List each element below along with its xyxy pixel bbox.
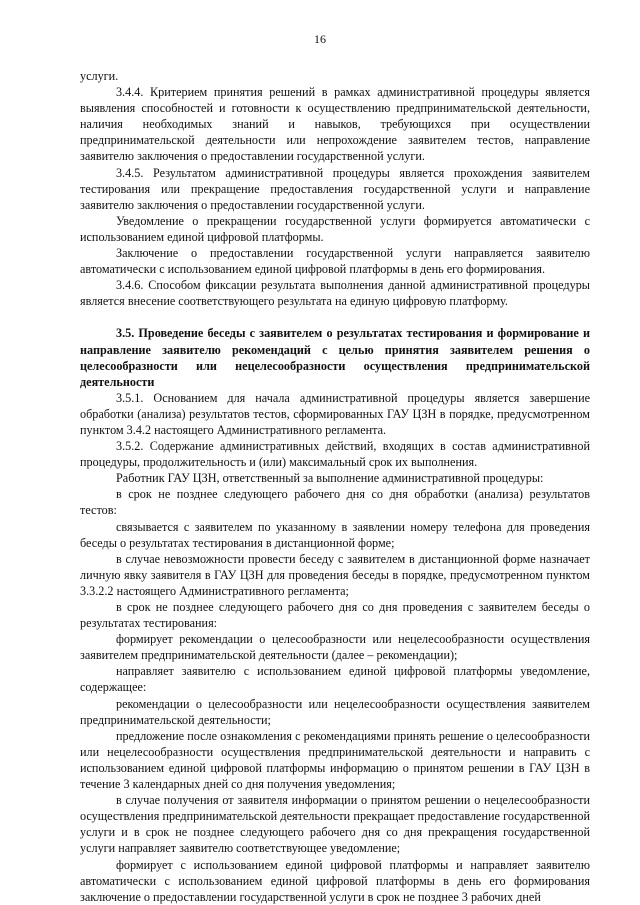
paragraph: предложение после ознакомления с рекомендациями принять решение о целесообразности или нецелесообразности осуществления предпринимательской деятельности и направить с использованием единой цифровой платформы информацию о принятом решении в ГАУ ЦЗН в течение 3 календарных дней со дня получения уведомления; xyxy=(80,728,590,792)
paragraph: 3.5.1. Основанием для начала административной процедуры является завершение обработки (анализа) результатов тестов, сформированных ГАУ ЦЗН в порядке, предусмотренном пунктом 3.4.2 настоящего Административного регламента. xyxy=(80,390,590,437)
paragraph: услуги. xyxy=(80,69,119,83)
paragraph: в случае невозможности провести беседу с заявителем в дистанционной форме назначает личную явку заявителя в ГАУ ЦЗН для проведения беседы в порядке, предусмотренном пунктом 3.3.2.2 настоящего Административного регламента; xyxy=(80,551,590,598)
paragraph: 3.4.6. Способом фиксации результата выполнения данной административной процедуры является внесение соответствующего результата на единую цифровую платформу. xyxy=(80,278,590,309)
paragraph: 3.4.4. Критерием принятия решений в рамках административной процедуры является выявления способностей и готовности к осуществлению предпринимательской деятельности, наличия необходимых знаний и навыков, требующихся при осуществлении предпринимательской деятельности или непрохождение заявителем тестов, направление заявителю заключения о предоставлении государственной услуги. xyxy=(80,85,590,164)
paragraph: Уведомление о прекращении государственной услуги формируется автоматически с использованием единой цифровой платформы. xyxy=(80,213,590,244)
paragraph: 3.4.5. Результатом административной процедуры является прохождения заявителем тестирования или прекращение предоставления государственной услуги и направление заявителю заключения о предоставлении государственной услуги. xyxy=(80,165,590,212)
paragraph: связывается с заявителем по указанному в заявлении номеру телефона для проведения беседы о результатах тестирования в дистанционной форме; xyxy=(80,519,590,550)
section-heading: 3.5. Проведение беседы с заявителем о результатах тестирования и формирование и направление заявителю рекомендаций с целью принятия заявителем решения о целесообразности или нецелесообразности осуществления предпринимательской деятельности xyxy=(80,326,590,389)
paragraph: Работник ГАУ ЦЗН, ответственный за выполнение административной процедуры: xyxy=(116,471,544,486)
document-body xyxy=(80,68,590,905)
paragraph: в срок не позднее следующего рабочего дня со дня обработки (анализа) результатов тестов: xyxy=(80,487,590,518)
paragraph: формирует рекомендации о целесообразности или нецелесообразности осуществления заявителем предпринимательской деятельности (далее – рекомендации); xyxy=(80,632,590,663)
paragraph: в случае получения от заявителя информации о принятом решении о нецелесообразности осуществления предпринимательской деятельности прекращает предоставление государственной услуги и в срок не позднее следующего рабочего дня со дня прекращения государственной услуги направляет заявителю соответствующее уведомление; xyxy=(80,793,590,856)
paragraph: направляет заявителю с использованием единой цифровой платформы уведомление, содержащее: xyxy=(80,664,590,695)
paragraph: 3.5.2. Содержание административных действий, входящих в состав административной процедуры, продолжительность и (или) максимальный срок их выполнения. xyxy=(80,439,590,470)
paragraph: рекомендации о целесообразности или нецелесообразности осуществления заявителем предпринимательской деятельности; xyxy=(80,696,590,727)
page-number: 16 xyxy=(314,32,326,46)
paragraph: в срок не позднее следующего рабочего дня со дня проведения с заявителем беседы о результатах тестирования: xyxy=(80,600,590,631)
paragraph: Заключение о предоставлении государственной услуги направляется заявителю автоматически с использованием единой цифровой платформы в день его формирования. xyxy=(80,246,590,277)
paragraph: формирует с использованием единой цифровой платформы и направляет заявителю автоматически с использованием единой цифровой платформы в день его формирования заключение о предоставлении государственной услуги в срок не позднее 3 рабочих дней xyxy=(80,857,590,904)
